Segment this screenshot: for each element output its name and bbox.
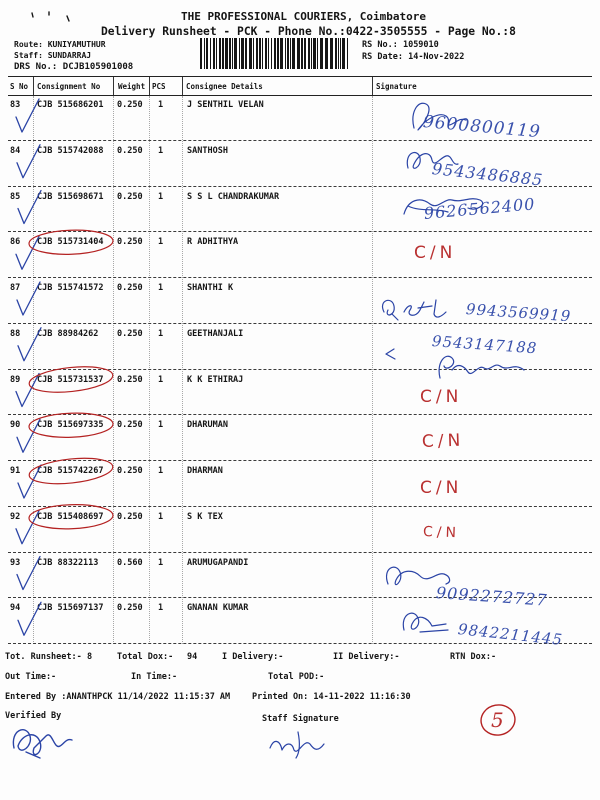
- consignee-name: R ADHITHYA: [187, 237, 239, 248]
- serial-number: 94: [10, 603, 21, 614]
- barcode-bar: [297, 38, 300, 69]
- barcode-bar: [213, 38, 215, 69]
- column-header-serial: S No: [10, 82, 29, 91]
- consignee-name: SANTHOSH: [187, 145, 228, 156]
- total-pod-label: Total POD:-: [268, 672, 325, 682]
- rs-date-field: [362, 53, 464, 62]
- pieces-count: 1: [158, 420, 164, 431]
- serial-number: 89: [10, 374, 21, 385]
- barcode-bar: [262, 38, 263, 69]
- company-name: THE PROFESSIONAL COURIERS, Coimbatore: [181, 10, 427, 23]
- pieces-count: 1: [158, 466, 164, 476]
- barcode-bar: [304, 38, 306, 69]
- pieces-count: 1: [158, 557, 164, 568]
- column-header-pcs: PCS: [152, 82, 166, 91]
- consignment-number: CJB 515731537: [37, 374, 104, 385]
- barcode-bar: [317, 38, 318, 69]
- weight-value: 0.250: [117, 511, 143, 522]
- barcode: [200, 38, 350, 69]
- table-row: [0, 232, 600, 278]
- weight-value: 0.250: [117, 374, 143, 385]
- consignee-name: ARUMUGAPANDI: [187, 557, 249, 568]
- column-header-consignee: Consignee Details: [186, 82, 263, 91]
- barcode-bar: [222, 38, 224, 69]
- serial-number: 83: [10, 100, 21, 110]
- barcode-bar: [325, 38, 328, 69]
- consignee-name: K K ETHIRAJ: [187, 374, 244, 385]
- barcode-bar: [320, 38, 323, 69]
- column-divider: [182, 77, 183, 95]
- barcode-bar: [274, 38, 276, 69]
- barcode-bar: [342, 38, 345, 69]
- column-divider: [149, 77, 150, 95]
- staff-signature-label: Staff Signature: [262, 714, 339, 724]
- table-row: [0, 461, 600, 507]
- serial-number: 93: [10, 557, 21, 568]
- barcode-bar: [256, 38, 258, 69]
- barcode-bar: [225, 38, 228, 69]
- barcode-bar: [239, 38, 240, 69]
- staff-value: SUNDARRAJ: [47, 51, 92, 60]
- barcode-bar: [216, 38, 217, 69]
- consignee-name: GEETHANJALI: [187, 328, 244, 339]
- consignment-number: CJB 515408697: [37, 511, 104, 522]
- rtn-dox-label: RTN Dox:-: [450, 652, 497, 662]
- total-dox-label: Total Dox:-: [117, 652, 174, 662]
- barcode-bar: [313, 38, 316, 69]
- pieces-count: 1: [158, 237, 164, 248]
- route-label: Route:: [14, 40, 43, 49]
- pieces-count: 1: [158, 145, 164, 156]
- weight-value: 0.250: [117, 100, 143, 110]
- pieces-count: 1: [158, 511, 164, 522]
- table-row: [0, 507, 600, 553]
- i-delivery-label: I Delivery:-: [222, 652, 284, 662]
- row-divider: [8, 643, 592, 644]
- barcode-bar: [265, 38, 267, 69]
- consignee-name: S S L CHANDRAKUMAR: [187, 191, 280, 202]
- route-field: [14, 41, 106, 49]
- handwritten-remark: C/N: [421, 430, 465, 452]
- barcode-bar: [204, 38, 205, 69]
- weight-value: 0.250: [117, 328, 143, 339]
- pieces-count: 1: [158, 603, 164, 614]
- handwritten-phone: 9842211445: [457, 620, 564, 649]
- column-header-signature: Signature: [376, 82, 417, 91]
- weight-value: 0.560: [117, 557, 143, 568]
- barcode-bar: [271, 38, 272, 69]
- pieces-count: 1: [158, 283, 164, 293]
- barcode-bar: [232, 38, 233, 69]
- barcode-bar: [292, 38, 295, 69]
- barcode-bar: [245, 38, 247, 69]
- consignee-name: SHANTHI K: [187, 283, 234, 293]
- serial-number: 86: [10, 237, 21, 248]
- drs-field: [14, 63, 133, 72]
- in-time-label: In Time:-: [131, 672, 178, 682]
- rs-date-value: 14-Nov-2022: [408, 52, 465, 62]
- pieces-count: 1: [158, 374, 164, 385]
- handwritten-phone: 9626562400: [423, 194, 537, 223]
- barcode-bar: [253, 38, 254, 69]
- consignment-number: CJB 515698671: [37, 191, 104, 202]
- consignment-number: CJB 515731404: [37, 237, 104, 248]
- consignee-name: GNANAN KUMAR: [187, 603, 249, 614]
- table-top-rule: [8, 76, 592, 77]
- serial-number: 92: [10, 511, 21, 522]
- consignment-number: CJB 88322113: [37, 557, 99, 568]
- route-value: KUNIYAMUTHUR: [47, 40, 106, 49]
- pieces-count: 1: [158, 100, 164, 110]
- out-time-label: Out Time:-: [5, 672, 57, 682]
- handwritten-phone: 9543147188: [431, 332, 538, 358]
- weight-value: 0.250: [117, 420, 143, 431]
- handwritten-phone: 9600800119: [422, 112, 542, 143]
- staff-field: [14, 52, 91, 60]
- barcode-bar: [290, 38, 291, 69]
- consignment-number: CJB 515742088: [37, 145, 104, 156]
- weight-value: 0.250: [117, 145, 143, 156]
- rs-number-label: RS No.:: [362, 40, 398, 50]
- handwritten-phone: 9092272727: [435, 583, 549, 610]
- barcode-bar: [287, 38, 289, 69]
- barcode-bar: [330, 38, 333, 69]
- consignee-name: DHARMAN: [187, 466, 223, 476]
- entered-by: Entered By :ANANTHPCK 11/14/2022 11:15:37 AM: [5, 692, 231, 702]
- weight-value: 0.250: [117, 466, 143, 476]
- handwritten-phone: 9943569919: [465, 300, 572, 326]
- barcode-bar: [249, 38, 252, 69]
- staff-label: Staff:: [14, 51, 43, 60]
- verified-by-label: Verified By: [5, 711, 62, 721]
- consignment-number: CJB 515697137: [37, 603, 104, 614]
- serial-number: 91: [10, 466, 21, 476]
- barcode-bar: [210, 38, 211, 69]
- barcode-bar: [280, 38, 283, 69]
- handwritten-remark: C/N: [422, 524, 461, 542]
- barcode-bar: [259, 38, 261, 69]
- barcode-bar: [229, 38, 231, 69]
- pieces-count: 1: [158, 191, 164, 202]
- barcode-bar: [347, 38, 348, 69]
- consignment-number: CJB 88984262: [37, 328, 99, 339]
- handwritten-remark: C/N: [420, 478, 463, 498]
- rs-number-field: [362, 41, 439, 50]
- rs-number-value: 1059010: [402, 40, 439, 50]
- serial-number: 84: [10, 145, 21, 156]
- barcode-bar: [335, 38, 337, 69]
- printed-on: Printed On: 14-11-2022 11:16:30: [252, 692, 411, 702]
- consignee-name: S K TEX: [187, 511, 223, 522]
- column-header-weight: Weight: [118, 82, 146, 91]
- handwritten-page-mark: 5: [491, 708, 505, 732]
- total-dox-value: 94: [187, 652, 198, 662]
- weight-value: 0.250: [117, 283, 143, 293]
- serial-number: 88: [10, 328, 21, 339]
- barcode-bar: [311, 38, 312, 69]
- document-title: Delivery Runsheet - PCK - Phone No.:0422-3505555 - Page No.:8: [101, 25, 516, 38]
- pieces-count: 1: [158, 328, 164, 339]
- consignee-name: DHARUMAN: [187, 420, 228, 431]
- barcode-bar: [301, 38, 303, 69]
- barcode-bar: [277, 38, 279, 69]
- barcode-bar: [219, 38, 221, 69]
- barcode-bar: [308, 38, 310, 69]
- handwritten-remark: C/N: [420, 387, 463, 407]
- barcode-bar: [268, 38, 269, 69]
- barcode-bar: [338, 38, 339, 69]
- barcode-bar: [285, 38, 286, 69]
- drs-label: DRS No.:: [14, 62, 58, 72]
- barcode-bar: [340, 38, 341, 69]
- barcode-bar: [206, 38, 208, 69]
- ii-delivery-label: II Delivery:-: [333, 652, 400, 662]
- column-divider: [113, 77, 114, 95]
- pen-mark: [32, 12, 69, 21]
- staff-signature: [270, 732, 324, 758]
- consignment-number: CJB 515686201: [37, 100, 104, 110]
- rs-date-label: RS Date:: [362, 52, 403, 62]
- weight-value: 0.250: [117, 237, 143, 248]
- tot-runsheet-value: 8: [87, 652, 93, 662]
- barcode-bar: [200, 38, 202, 69]
- weight-value: 0.250: [117, 603, 143, 614]
- consignment-number: CJB 515697335: [37, 420, 104, 431]
- drs-value: DCJB105901008: [62, 62, 134, 72]
- verifier-signature: [13, 730, 72, 758]
- table-row: [0, 415, 600, 461]
- column-divider: [33, 77, 34, 95]
- column-header-consignment: Consignment No: [37, 82, 101, 91]
- handwritten-phone: 9543486885: [431, 159, 545, 190]
- serial-number: 90: [10, 420, 21, 431]
- consignment-number: CJB 515742267: [37, 466, 104, 476]
- barcode-bar: [234, 38, 237, 69]
- serial-number: 87: [10, 283, 21, 293]
- column-divider: [372, 77, 373, 95]
- barcode-bar: [241, 38, 244, 69]
- tot-runsheet-label: Tot. Runsheet:-: [5, 652, 82, 662]
- serial-number: 85: [10, 191, 21, 202]
- consignment-number: CJB 515741572: [37, 283, 104, 293]
- consignee-name: J SENTHIL VELAN: [187, 100, 264, 110]
- table-row: [0, 370, 600, 416]
- weight-value: 0.250: [117, 191, 143, 202]
- handwritten-remark: C/N: [414, 243, 457, 263]
